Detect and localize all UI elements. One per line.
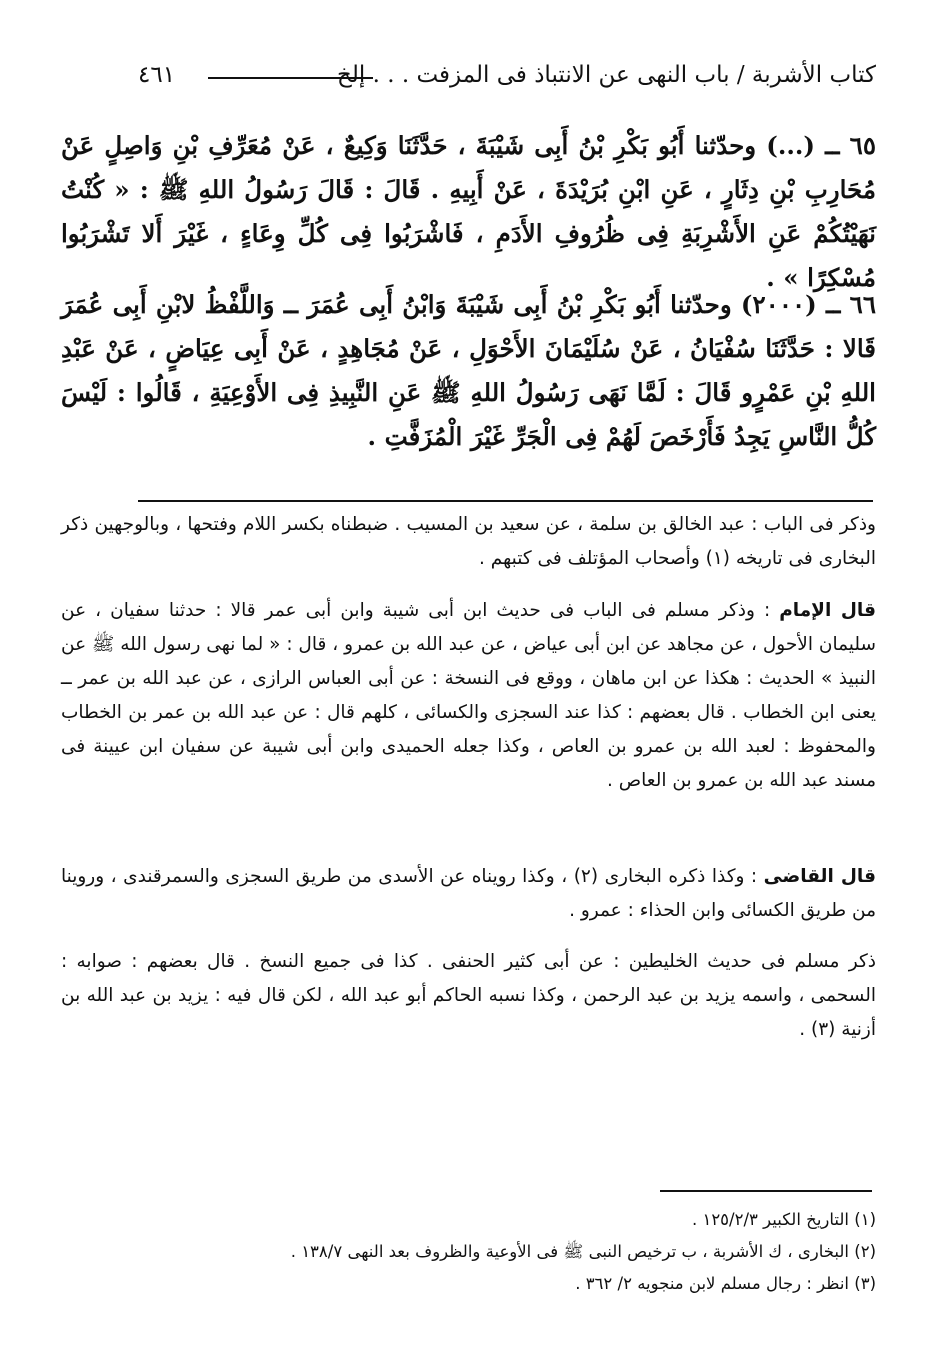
running-header (138, 58, 876, 98)
commentary-paragraph (61, 508, 876, 576)
speaker-label: قال القاضى (763, 866, 876, 887)
page-number: ٤٦١ (138, 62, 176, 88)
header-rule (208, 77, 373, 79)
hadith-66: ٦٦ ــ (٢٠٠٠) وحدّثنا أَبُو بَكْرِ بْنُ أَبِى شَيْبَةَ وَابْنُ أَبِى عُمَرَ ــ وَاللَّفْظُ لابْنِ أَبِى عُمَرَ قَالا : حَدَّثَنَا سُفْيَانُ ، عَنْ سُلَيْمَانَ الأَحْوَلِ ، عَنْ مُجَاهِدٍ ، عَنْ أَبِى عِيَاضٍ ، عَنْ عَبْدِ اللهِ بْنِ عَمْرٍو قَالَ : لَمَّا نَهَى رَسُولُ اللهِ ﷺ عَنِ النَّبِيذِ فِى الأَوْعِيَةِ ، قَالُوا : لَيْسَ كُلُّ النَّاسِ يَجِدُ فَأَرْخَصَ لَهُمْ فِى الْجَرِّ غَيْرَ الْمُزَفَّتِ . (61, 290, 876, 451)
footnote-1: (١) التاريخ الكبير ١٢٥/٢/٣ . (691, 1210, 876, 1229)
footnote-3: (٣) انظر : رجال مسلم لابن منجويه ٢/ ٣٦٢ . (575, 1274, 876, 1293)
section-divider (138, 500, 873, 502)
hadith-65: ٦٥ ــ (...) وحدّثنا أَبُو بَكْرِ بْنُ أَبِى شَيْبَةَ ، حَدَّثَنَا وَكِيعٌ ، عَنْ مُعَرِّفِ بْنِ وَاصِلٍ عَنْ مُحَارِبِ بْنِ دِثَارٍ ، عَنِ ابْنِ بُرَيْدَةَ ، عَنْ أَبِيهِ . قَالَ : قَالَ رَسُولُ اللهِ ﷺ : « كُنْتُ نَهَيْتُكُمْ عَنِ الأَشْرِبَةِ فِى ظُرُوفِ الأَدَمِ ، فَاشْرَبُوا فِى كُلِّ وِعَاءٍ ، غَيْرَ أَلا تَشْرَبُوا مُسْكِرًا » . (61, 131, 876, 292)
commentary-text: : وذكر مسلم فى الباب فى حديث ابن أبى شيبة وابن أبى عمر قالا : حدثنا سفيان ، عن سليمان الأحول ، عن مجاهد عن ابن أبى عياض ، عن عبد الله بن عمرو ، قال : « لما نهى رسول الله ﷺ عن النبيذ » الحديث : هكذا عن ابن ماهان ، ووقع فى النسخة : عن أبى العباس الرازى ، عن عبد الله بن عمر ــ يعنى ابن الخطاب . قال بعضهم : كذا عند السجزى والكسائى ، كلهم قال : عن عبد الله بن عمر بن الخطاب والمحفوظ : لعبد الله بن عمرو بن العاص ، وكذا جعله الحميدى وابن أبى شيبة عن سفيان ابن عيينة فى مسند عبد الله بن عمرو بن العاص . (61, 600, 876, 791)
commentary-text: وذكر فى الباب : عبد الخالق بن سلمة ، عن سعيد بن المسيب . ضبطناه بكسر اللام وفتحها ، وبالوجهين ذكر البخارى فى تاريخه (١) وأصحاب المؤتلف فى كتبهم . (61, 514, 876, 569)
commentary-text: : وكذا ذكره البخارى (٢) ، وكذا رويناه عن الأسدى من طريق السجزى والسمرقندى ، وروينا من طريق الكسائى وابن الحذاء : عمرو . (61, 866, 876, 921)
commentary-paragraph (61, 860, 876, 928)
speaker-label: قال الإمام (779, 600, 876, 621)
footnote-2: (٢) البخارى ، ك الأشربة ، ب ترخيص النبى ﷺ فى الأوعية والظروف بعد النهى ١٣٨/٧ . (290, 1242, 876, 1261)
commentary-paragraph (61, 945, 876, 1047)
commentary-paragraph (61, 594, 876, 798)
footnotes (61, 1204, 876, 1300)
header-title: كتاب الأشربة / باب النهى عن الانتباذ فى المزفت . . . إلخ (337, 62, 876, 88)
footnote-rule (660, 1190, 872, 1192)
commentary-text: ذكر مسلم فى حديث الخليطين : عن أبى كثير الحنفى . كذا فى جميع النسخ . قال بعضهم : صوابه : السحمى ، واسمه يزيد بن عبد الرحمن ، وكذا نسبه الحاكم أبو عبد الله ، لكن قال فيه : يزيد بن عبد الله بن أزنية (٣) . (61, 951, 876, 1040)
